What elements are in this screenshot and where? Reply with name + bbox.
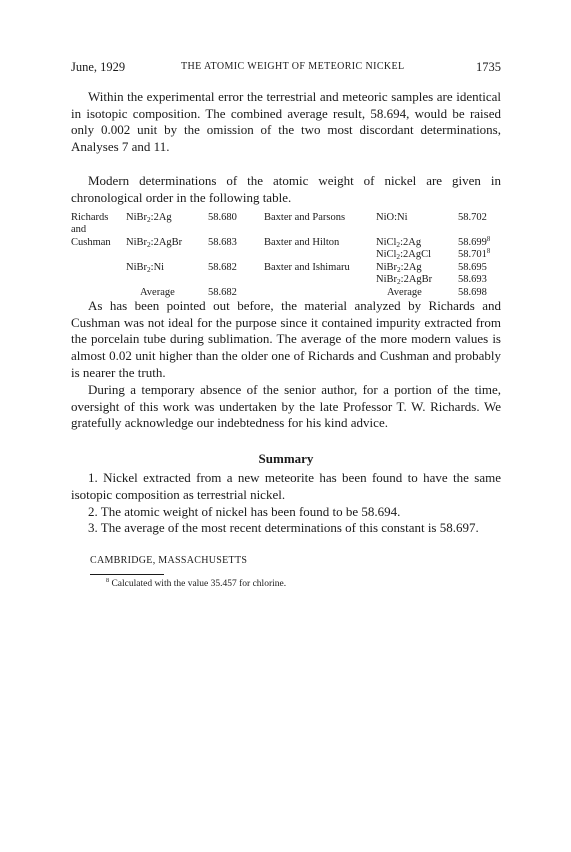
page-number: 1735	[476, 60, 501, 74]
summary-item-1: 1. Nickel extracted from a new meteorite has been found to have the same isotopic composition as terrestrial nickel.	[71, 470, 501, 502]
header-date: June, 1929	[71, 60, 126, 74]
table-row: Average 58.682 Average 58.698	[140, 287, 487, 298]
footnote: $^8$ Calculated with the value 35.457 for chlorine.	[106, 578, 287, 589]
table-row: NiBr$_2$:2AgBr 58.693	[376, 274, 487, 286]
summary-item-2: 2. The atomic weight of nickel has been found to be 58.694.	[88, 504, 401, 519]
footnote-rule	[90, 574, 164, 575]
summary-item-3: 3. The average of the most recent determinations of this constant is 58.697.	[88, 520, 479, 535]
table-row: Richards NiBr$_2$:2Ag 58.680 Baxter and Parsons NiO:Ni 58.702	[71, 212, 487, 224]
table-row: Cushman NiBr$_2$:2AgBr 58.683 Baxter and Hilton NiCl$_2$:2Ag 58.699$^8$	[71, 236, 491, 249]
footnote-ref: 8	[486, 236, 491, 243]
paragraph-isotopic: Within the experimental error the terrestrial and meteoric samples are identical in isotopic composition. The combined average result, 58.694, would be raised only 0.002 unit by the omission of the two most discordant determinations, Analyses 7 and 11.	[71, 89, 501, 155]
footnote-mark: 8	[106, 578, 110, 584]
place-line: CAMBRIDGE, MASSACHUSETTS	[90, 555, 248, 566]
summary-heading: Summary	[258, 451, 314, 466]
paragraph-acknowledgment: During a temporary absence of the senior author, for a portion of the time, oversight of this work was undertaken by the late Professor T. W. Richards. We gratefully acknowledge our indebtedness for his kind advice.	[71, 382, 501, 431]
paragraph-discussion: As has been pointed out before, the material analyzed by Richards and Cushman was not ideal for the purpose since it contained impurity extracted from the porcelain tube during sublimation. The average of the more modern values is almost 0.02 unit higher than the older one of Richards and Cushman and probably is nearer the truth.	[71, 298, 501, 380]
table-row: NiCl$_2$:2AgCl 58.701$^8$	[376, 248, 491, 261]
running-header	[71, 60, 501, 76]
header-title: THE ATOMIC WEIGHT OF METEORIC NICKEL	[181, 61, 405, 72]
footnote-ref: 8	[486, 248, 491, 255]
paragraph-table-intro: Modern determinations of the atomic weight of nickel are given in chronological order in the following table.	[71, 173, 501, 205]
table-row: and	[71, 224, 87, 235]
table-row: NiBr$_2$:Ni 58.682 Baxter and Ishimaru NiBr$_2$:2Ag 58.695	[126, 262, 487, 274]
